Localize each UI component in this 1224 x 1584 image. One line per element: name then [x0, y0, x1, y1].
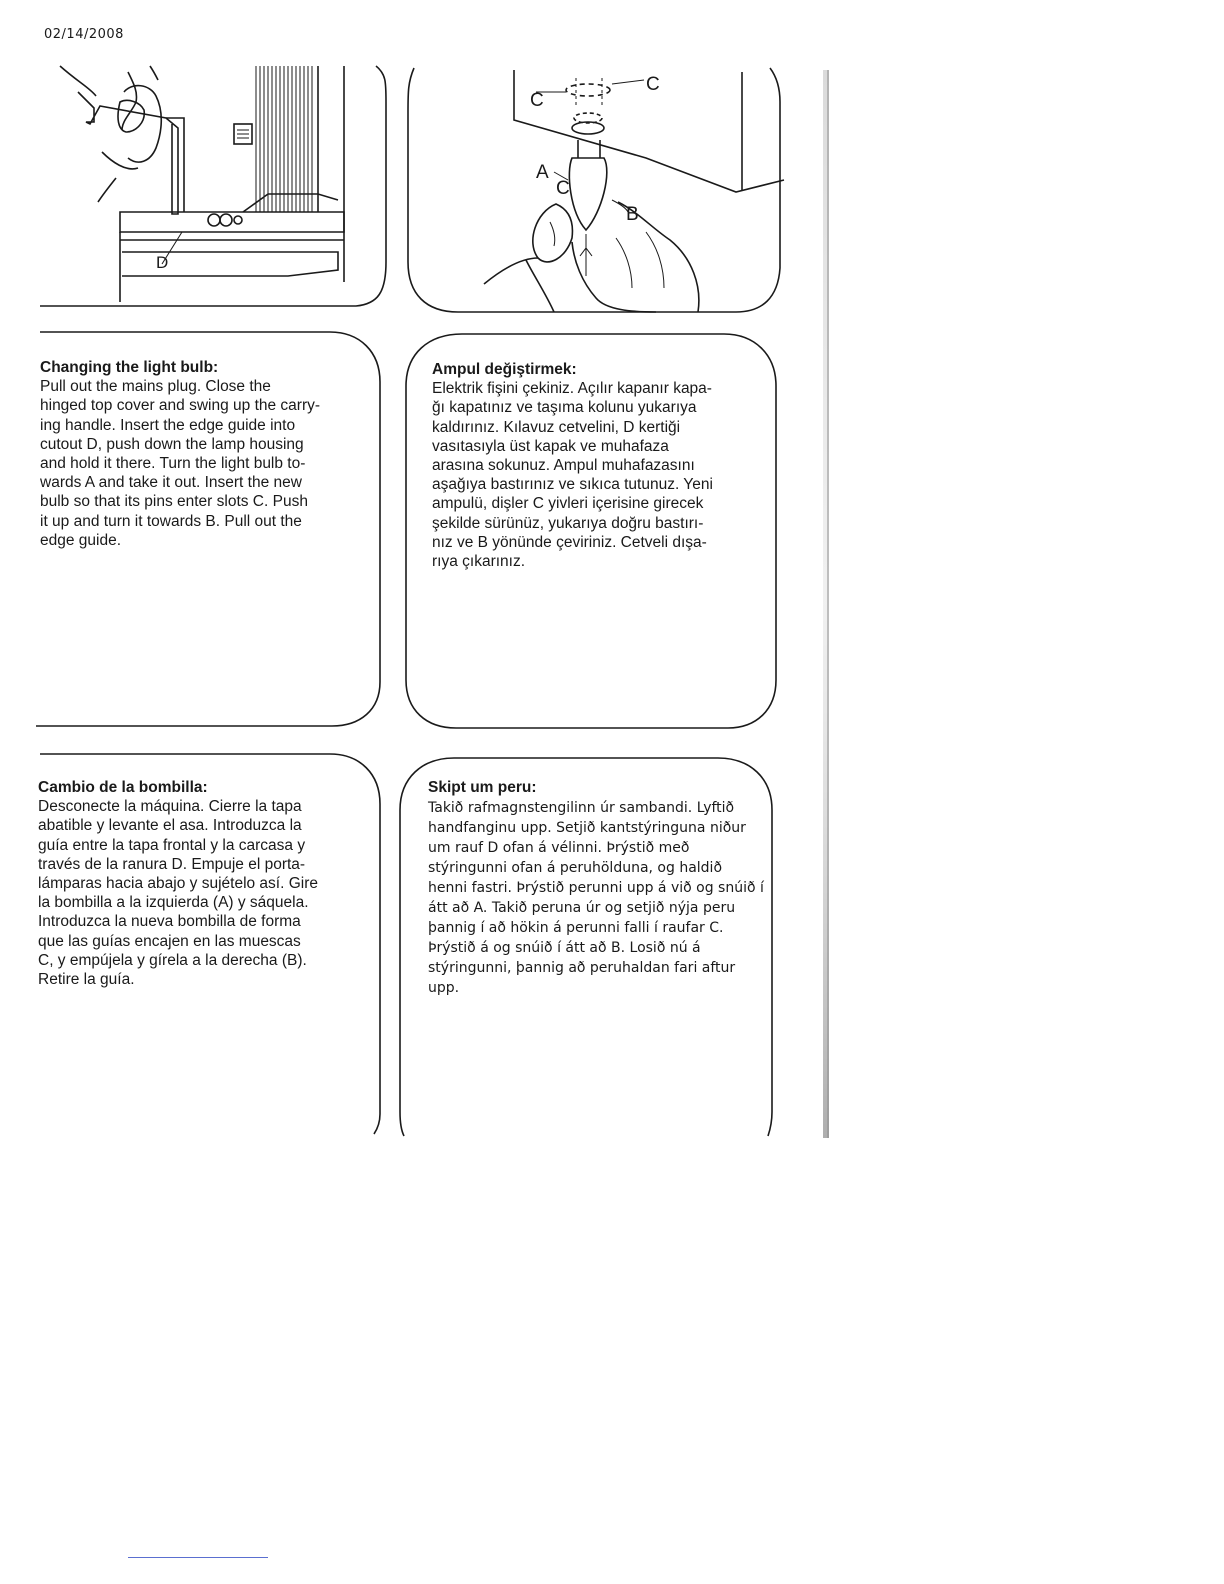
label-a: A [536, 162, 549, 183]
edge-guide-illustration [38, 62, 390, 312]
section-icelandic [398, 752, 782, 1140]
section-heading: Changing the light bulb: [40, 359, 219, 376]
label-d: D [156, 253, 169, 272]
section-heading: Ampul değiştirmek: [432, 361, 577, 378]
section-body: Desconecte la máquina. Cierre la tapa abatible y levante el asa. Introduzca la guía entre la tapa frontal y la carcasa y través de la ranura D. Empuje el porta- lámparas hacia abajo y sujételo así. Gire la bombilla a la izquierda (A) y sáquela. Introduzca la nueva bombilla de forma que las guías encajen en las muescas C, y empújela y gírela a la derecha (B). Retire la guía. [38, 798, 319, 989]
footer-rule [128, 1557, 268, 1558]
scan-edge-shadow [815, 70, 835, 1138]
label-c-right: C [646, 74, 660, 95]
label-c-bulb: C [556, 178, 570, 199]
label-c-left: C [530, 90, 544, 111]
section-heading: Cambio de la bombilla: [38, 779, 208, 796]
section-body: Takið rafmagnstengilinn úr sambandi. Lyftið handfanginu upp. Setjið kantstýringuna niður um rauf D ofan á vélinni. Þrýstið með stýringunni ofan á peruhölduna, og haldið henni fastri. Þrýstið perunni upp á við og snúið í átt að A. Takið peruna úr og setjið nýja peru þannig í að hökin á perunni falli í raufar C. Þrýstið á og snúið í átt að B. Losið nú á stýringunni, þannig að peruhaldan fari aftur upp. [428, 800, 764, 996]
section-spanish [34, 748, 386, 1138]
section-turkish [402, 330, 782, 734]
bulb-replacement-illustration [406, 62, 786, 316]
page-date: 02/14/2008 [44, 27, 124, 42]
section-english [34, 326, 386, 730]
label-b: B [626, 204, 639, 225]
section-heading: Skipt um peru: [428, 779, 537, 796]
section-body: Elektrik fişini çekiniz. Açılır kapanır kapa- ğı kapatınız ve taşıma kolunu yukarıya kaldırınız. Kılavuz cetvelini, D kertiği vasıtasıyla üst kapak ve muhafaza arasına sokunuz. Ampul muhafazasını aşağıya bastırınız ve sıkıca tutunuz. Yeni ampulü, dişler C yivleri içerisine girecek şekilde sürünüz, yukarıya doğru bastırı- nız ve B yönünde çeviriniz. Cetveli dışa- rıya çıkarınız. [432, 380, 713, 571]
section-body: Pull out the mains plug. Close the hinged top cover and swing up the carry- ing handle. Insert the edge guide into cutout D, push down the lamp housing and hold it there. Turn the light bulb to- wards A and take it out. Insert the new bulb so that its pins enter slots C. Push it up and turn it towards B. Pull out the edge guide. [40, 378, 321, 549]
